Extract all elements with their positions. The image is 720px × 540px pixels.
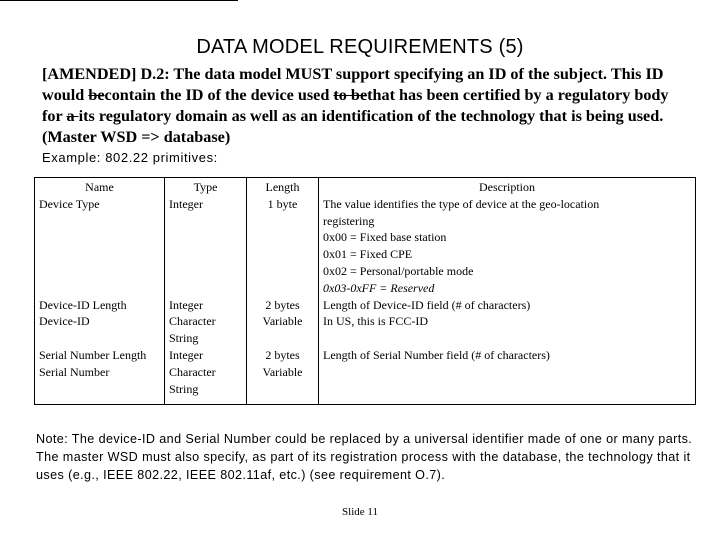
- header-description: Description: [319, 178, 696, 196]
- cell-length: 1 byte: [247, 196, 319, 297]
- slide-number: Slide 11: [342, 506, 378, 518]
- description-line: 0x01 = Fixed CPE: [323, 247, 413, 262]
- example-label: Example: 802.22 primitives:: [42, 150, 218, 165]
- cell-type: Integer: [165, 196, 247, 297]
- header-type: Type: [165, 178, 247, 196]
- cell-description: [319, 196, 696, 297]
- table-row: [35, 313, 696, 347]
- table-header-row: [35, 178, 696, 196]
- cell-description: [319, 364, 696, 405]
- requirement-part-1: [AMENDED] D.2: The data model MUST support specifying an ID of the subject. This ID would: [42, 65, 664, 104]
- requirement-text: [42, 64, 692, 148]
- cell-length: 2 bytes: [247, 297, 319, 314]
- page-title: DATA MODEL REQUIREMENTS (5): [196, 36, 524, 58]
- cell-name: Serial Number: [35, 364, 165, 405]
- table-row: [35, 364, 696, 405]
- cell-type: Integer: [165, 297, 247, 314]
- cell-type: Character String: [165, 313, 247, 347]
- cell-name: Device-ID Length: [35, 297, 165, 314]
- struck-text-2: to be: [333, 86, 368, 104]
- description-line: 0x03-0xFF = Reserved: [323, 280, 435, 295]
- description-line: 0x00 = Fixed base station: [323, 230, 447, 245]
- cell-length: Variable: [247, 313, 319, 347]
- struck-text-1: be: [88, 86, 105, 104]
- header-length: Length: [247, 178, 319, 196]
- table-row: [35, 196, 696, 297]
- header-name: Name: [35, 178, 165, 196]
- cell-description: Length of Device-ID field (# of characters): [319, 297, 696, 314]
- cell-type: Character String: [165, 364, 247, 405]
- cell-name: Device-ID: [35, 313, 165, 347]
- description-line: The value identifies the type of device at the geo-location: [323, 196, 600, 211]
- note-text: Note: The device-ID and Serial Number could be replaced by a universal identifier made of one or many parts. The master WSD must also specify, as part of its registration process with the database, the technology that it uses (e.g., IEEE 802.22, IEEE 802.11af, etc.) (see requirement O.7).: [36, 432, 693, 482]
- cell-description: Length of Serial Number field (# of characters): [319, 347, 696, 364]
- description-line: 0x02 = Personal/portable mode: [323, 263, 474, 278]
- cell-length: Variable: [247, 364, 319, 405]
- table-row: [35, 297, 696, 314]
- cell-type: Integer: [165, 347, 247, 364]
- requirement-part-4: its regulatory domain as well as an identification of the technology that is being used. (Master WSD => database): [42, 107, 664, 146]
- cell-description: In US, this is FCC-ID: [319, 313, 696, 347]
- requirement-part-3: that has been certified by a regulatory body for: [42, 86, 669, 125]
- struck-text-3: a: [66, 107, 79, 125]
- cell-length: 2 bytes: [247, 347, 319, 364]
- description-line: registering: [323, 213, 375, 228]
- requirement-part-2: contain the ID of the device used: [104, 86, 334, 104]
- top-rule: [0, 0, 238, 1]
- cell-name: Device Type: [35, 196, 165, 297]
- primitives-table: [34, 177, 696, 405]
- table-row: [35, 347, 696, 364]
- cell-name: Serial Number Length: [35, 347, 165, 364]
